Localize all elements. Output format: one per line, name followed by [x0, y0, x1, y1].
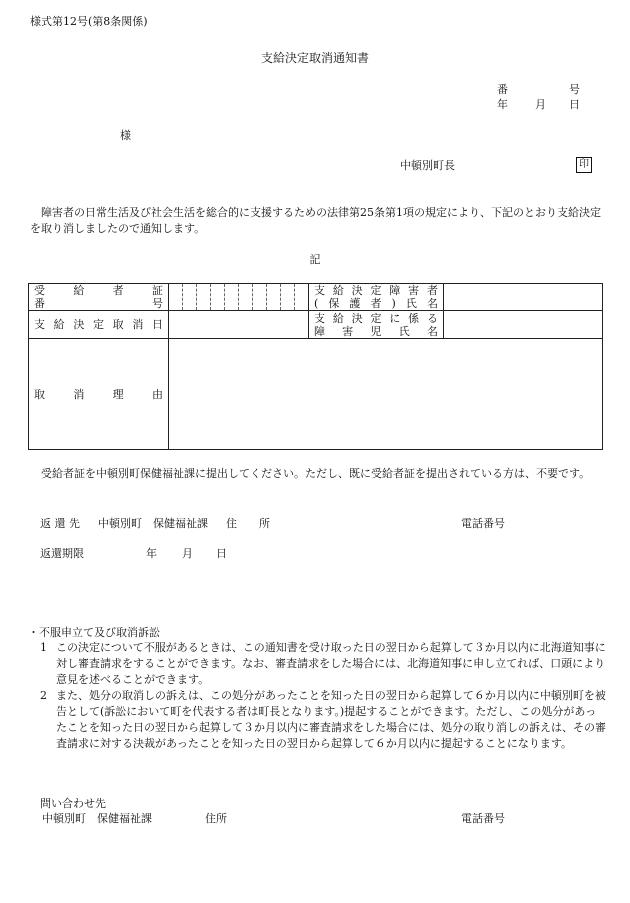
- contact-address-label: 住所: [205, 812, 227, 825]
- child-name-label: 支給決定に係る 障 害 児 氏 名: [309, 311, 444, 339]
- reason-field[interactable]: [169, 339, 603, 450]
- cert-number-label: 受 給 者 証 番 号: [29, 284, 169, 311]
- recipient-name-label: 支給決定障害者 (保護者)氏名: [309, 284, 444, 311]
- deadline-year-label: 年: [146, 547, 157, 560]
- date-year-label: 年: [497, 98, 508, 111]
- deadline-day-label: 日: [216, 547, 227, 560]
- return-destination-label: 返 還 先: [40, 517, 80, 530]
- table-row: [29, 339, 603, 450]
- appeal-heading: ・不服申立て及び取消訴訟: [28, 626, 160, 639]
- main-paragraph: 障害者の日常生活及び社会生活を総合的に支援するための法律第25条第1項の規定により、下記のとおり支給決定を取り消しましたので通知します。: [30, 206, 601, 235]
- appeal-item2-text: また、処分の取消しの訴えは、この処分があったことを知った日の翌日から起算して６か月以内に中頓別町を被告として(訴訟において町を代表する者は町長となります。)提起することができます。ただし、この処分があったことを知った日の翌日から起算して３か月以内に審査請求をした場合には、処分の取り消しの訴えは、その審査請求に対する決裁があったことを知った日の翌日から起算して６か月以内に提起することになります。: [56, 688, 606, 750]
- issuer-name: 中頓別町長: [400, 159, 455, 172]
- number-label-left: 番: [497, 83, 508, 96]
- date-month-label: 月: [535, 98, 546, 111]
- list-item: [40, 688, 606, 752]
- list-item: [40, 640, 606, 688]
- table-row: [29, 284, 603, 311]
- reason-label: 取 消 理 由: [29, 339, 169, 450]
- form-number: 様式第12号(第8条関係): [30, 15, 148, 28]
- return-instruction: 受給者証を中頓別町保健福祉課に提出してください。ただし、既に受給者証を提出されている方は、不要です。: [41, 467, 591, 480]
- appeal-item1-number: 1: [40, 641, 47, 654]
- child-name-field[interactable]: [444, 311, 603, 339]
- deadline-month-label: 月: [182, 547, 193, 560]
- return-deadline-label: 返還期限: [40, 547, 84, 560]
- appeal-list: [40, 640, 606, 752]
- return-destination-office: 中頓別町 保健福祉課: [98, 517, 208, 530]
- cert-number-field[interactable]: [169, 284, 309, 311]
- ki-label: 記: [309, 253, 321, 266]
- cancel-date-label: 支給決定取消日: [29, 311, 169, 339]
- addressee-suffix: 様: [120, 129, 131, 142]
- return-address-label: 住 所: [226, 517, 270, 530]
- contact-phone-label: 電話番号: [461, 812, 505, 825]
- table-row: [29, 311, 603, 339]
- number-label-right: 号: [569, 83, 580, 96]
- contact-office: 中頓別町 保健福祉課: [42, 812, 152, 825]
- recipient-name-field[interactable]: [444, 284, 603, 311]
- seal-mark: 印: [576, 157, 592, 173]
- document-title: 支給決定取消通知書: [260, 51, 369, 65]
- return-phone-label: 電話番号: [461, 517, 505, 530]
- decision-table: [28, 283, 603, 450]
- cert-number-digit-boxes: [169, 284, 308, 310]
- appeal-item1-text: この決定について不服があるときは、この通知書を受け取った日の翌日から起算して３か月以内に北海道知事に対し審査請求をすることができます。なお、審査請求をした場合には、北海道知事に申し立てれば、口頭により意見を述べることができます。: [56, 641, 606, 686]
- appeal-item2-number: 2: [40, 688, 47, 702]
- cancel-date-field[interactable]: [169, 311, 309, 339]
- contact-heading: 問い合わせ先: [40, 797, 106, 810]
- date-day-label: 日: [569, 98, 580, 111]
